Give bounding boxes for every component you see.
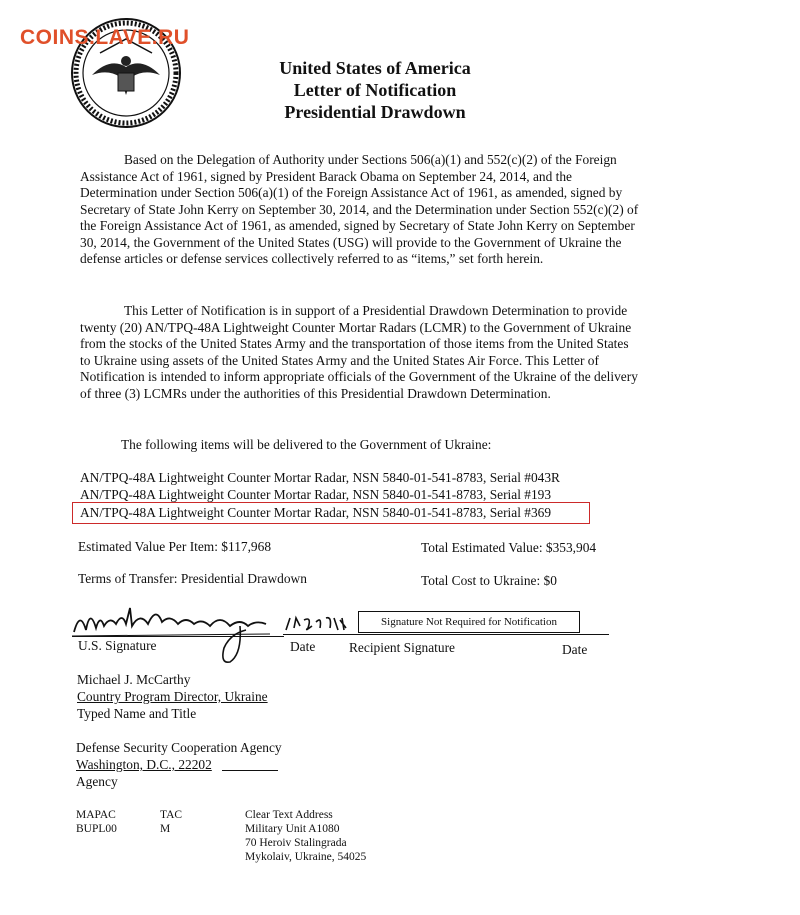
- title-line-1: United States of America: [279, 58, 471, 78]
- item-line-1: AN/TPQ-48A Lightweight Counter Mortar Radar, NSN 5840-01-541-8783, Serial #043R: [80, 470, 560, 485]
- signer-name: Michael J. McCarthy: [77, 672, 191, 687]
- agency-caption: Agency: [76, 774, 118, 789]
- handwritten-signature-icon: [70, 604, 280, 666]
- total-estimated-value: Total Estimated Value: $353,904: [421, 540, 597, 555]
- agency-address: Washington, D.C., 22202: [76, 757, 212, 772]
- paragraph-delegation-text: Based on the Delegation of Authority under Sections 506(a)(1) and 552(c)(2) of the Foreign Assistance Act of 1961, signed by President Barack Obama on September 24, 2014, and the Determination under Section 506(a)(1) of the Foreign Assistance Act of 1961, as amended, signed by Secretary of State John Kerry on September 30, 2014, and the Determination under Section 552(c)(2) of the Foreign Assistance Act of 1961, as amended, signed by Secretary of State John Kerry on September 30, 2014, the Government of the United States (USG) will provide to the Government of Ukraine the defense articles or defense services collectively referred to as “items,” set forth herein.: [80, 152, 639, 266]
- mapac-value: BUPL00: [76, 823, 117, 835]
- total-cost: Total Cost to Ukraine: $0: [421, 573, 557, 588]
- paragraph-notification: [80, 303, 640, 402]
- title-line-2: Letter of Notification: [293, 80, 457, 100]
- paragraph-notification-text: This Letter of Notification is in support of a Presidential Drawdown Determination to provide twenty (20) AN/TPQ-48A Lightweight Counter Mortar Radars (LCMR) to the Government of Ukraine from the stocks of the United States Army and the transportation of those items from the United States to Ukraine using assets of the United States Army and the United States Air Force. This Letter of Notification is intended to inform appropriate officials of the Government of the Ukraine of the delivery of three (3) LCMRs under the authorities of this Presidential Drawdown Determination.: [80, 303, 638, 401]
- us-signature-line: [72, 636, 284, 637]
- date-recipient-line: [283, 634, 609, 635]
- watermark-text: COINS.LAVE.RU: [20, 26, 190, 49]
- document-title: [230, 57, 520, 123]
- us-signature-label: U.S. Signature: [78, 638, 157, 653]
- signature-not-required-box: Signature Not Required for Notification: [358, 611, 580, 633]
- paragraph-delegation: [80, 152, 640, 268]
- recipient-signature-label: Recipient Signature: [349, 640, 455, 655]
- signer-title: Country Program Director, Ukraine: [77, 689, 268, 704]
- highlight-box: [72, 502, 590, 524]
- items-intro: The following items will be delivered to the Government of Ukraine:: [121, 437, 492, 452]
- item-line-3: AN/TPQ-48A Lightweight Counter Mortar Radar, NSN 5840-01-541-8783, Serial #369: [80, 505, 552, 520]
- tac-label: TAC: [160, 809, 183, 821]
- clear-text-address-label: Clear Text Address: [245, 809, 333, 821]
- mapac-label: MAPAC: [76, 809, 116, 821]
- value-per-item: Estimated Value Per Item: $117,968: [78, 539, 272, 554]
- address-line-1: Military Unit A1080: [245, 823, 340, 835]
- address-line-3: Mykolaiv, Ukraine, 54025: [245, 851, 367, 863]
- agency-name: Defense Security Cooperation Agency: [76, 740, 282, 755]
- signer-caption: Typed Name and Title: [77, 706, 197, 721]
- tac-value: M: [160, 823, 171, 835]
- agency-line-extension: [222, 770, 278, 771]
- address-line-2: 70 Heroiv Stalingrada: [245, 837, 347, 849]
- terms-of-transfer: Terms of Transfer: Presidential Drawdown: [78, 571, 307, 586]
- item-line-2: AN/TPQ-48A Lightweight Counter Mortar Radar, NSN 5840-01-541-8783, Serial #193: [80, 487, 552, 502]
- title-line-3: Presidential Drawdown: [284, 102, 466, 122]
- date-label-2: Date: [562, 642, 588, 657]
- date-label: Date: [290, 639, 316, 654]
